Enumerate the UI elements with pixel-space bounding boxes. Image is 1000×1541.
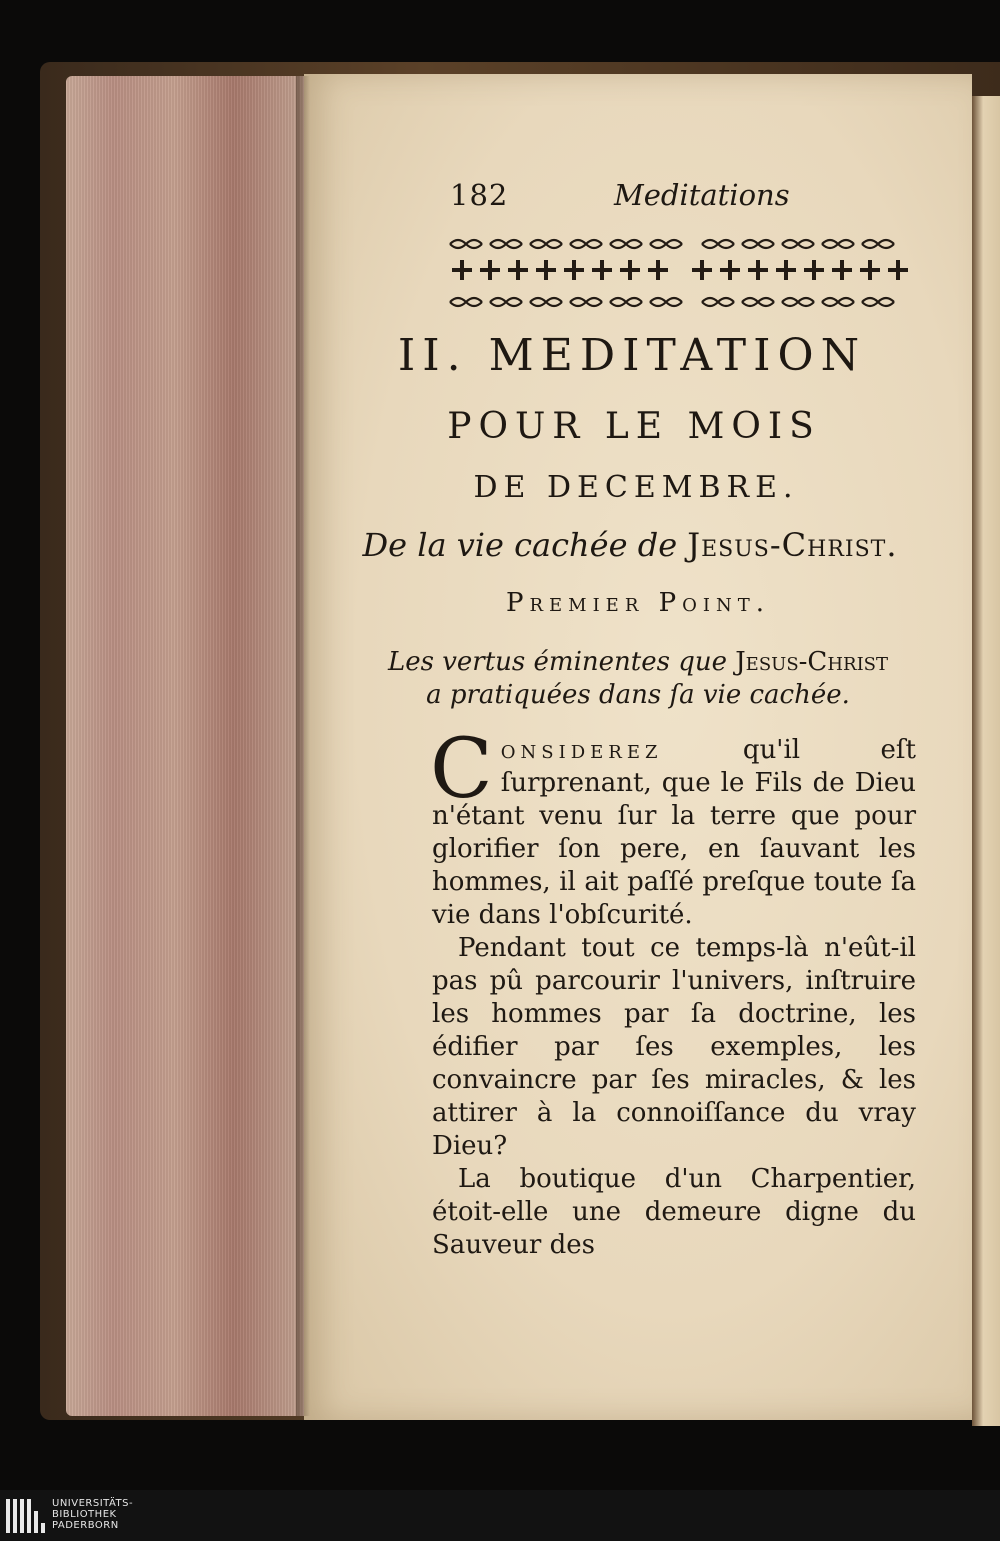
book-page bbox=[304, 74, 972, 1420]
paragraph-1-text: qu'il eſt ſurprenant, que le Fils de Dieu n'étant venu ſur la terre que pour glorifier ſon pere, en ſauvant les hommes, il ait paſſé preſque toute ſa vie dans l'obſcurité. bbox=[432, 735, 916, 930]
body-text bbox=[430, 722, 916, 1262]
summary-line-2: a pratiquées dans ſa vie cachée. bbox=[426, 680, 850, 710]
subtitle bbox=[296, 526, 964, 564]
running-title: Meditations bbox=[614, 178, 790, 212]
paragraph-3: La boutique d'un Charpentier, étoit-elle une demeure digne du Sauveur des bbox=[432, 1164, 916, 1260]
page-content bbox=[304, 74, 972, 1420]
point-summary bbox=[304, 646, 972, 712]
summary-name: Jesus-Christ bbox=[735, 647, 889, 677]
library-logo-text bbox=[52, 1498, 133, 1531]
footer-bar bbox=[0, 1490, 1000, 1541]
paragraph-1 bbox=[430, 722, 916, 932]
library-logo-icon bbox=[6, 1499, 46, 1533]
subtitle-italic: De la vie cachée de bbox=[362, 526, 678, 564]
summary-italic: Les vertus éminentes que bbox=[387, 647, 736, 677]
heading-line-3: DE DECEMBRE. bbox=[473, 470, 799, 505]
summary-line-1 bbox=[304, 646, 972, 679]
drop-cap: C bbox=[430, 722, 493, 817]
running-head bbox=[450, 178, 930, 218]
page-edges bbox=[66, 76, 306, 1416]
heading-line-2: POUR LE MOIS bbox=[447, 406, 821, 447]
meditation-heading: II. MEDITATION bbox=[397, 330, 867, 381]
decorative-ornament-band bbox=[446, 234, 922, 314]
paragraph-1-lead: onsiderez bbox=[500, 735, 663, 765]
logo-line-1: UNIVERSITÄTS- bbox=[52, 1498, 134, 1509]
logo-line-3: PADERBORN bbox=[52, 1520, 119, 1531]
paragraph-2: Pendant tout ce temps-là n'eût-il pas pû parcourir l'univers, inſtruire les hommes par ſa doctrine, les édifier par ſes exemples, les convaincre par ſes miracles, & les attirer à la connoiſſance du vray Dieu? bbox=[432, 933, 916, 1161]
gutter-shadow bbox=[296, 76, 310, 1416]
logo-line-2: BIBLIOTHEK bbox=[52, 1509, 117, 1520]
subtitle-name: Jesus-Christ. bbox=[687, 526, 898, 564]
section-title: Premier Point. bbox=[505, 588, 771, 618]
page-number: 182 bbox=[450, 178, 509, 212]
facing-page-edge bbox=[972, 96, 1000, 1426]
